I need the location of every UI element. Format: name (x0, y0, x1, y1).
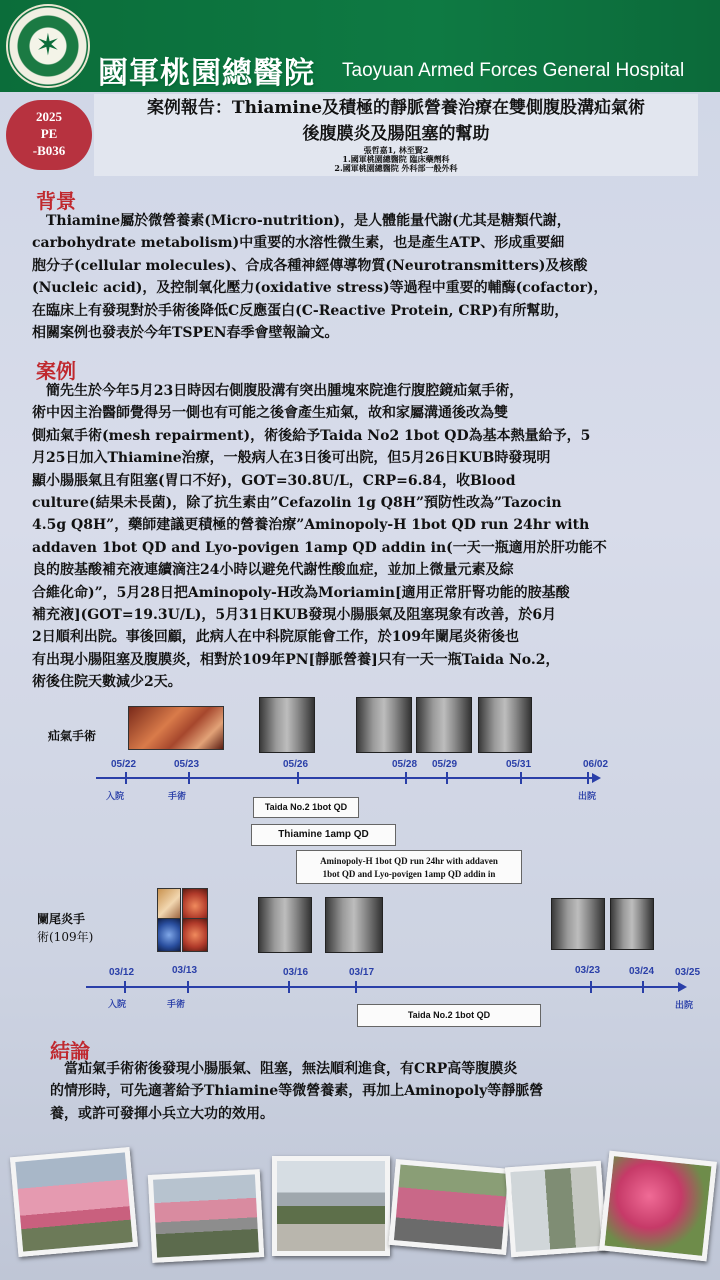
timeline-tick (446, 772, 448, 784)
timeline-tick (187, 981, 189, 993)
case-line: 側疝氣手術(mesh repairment)，術後給予Taida No2 1bot QD為基本熱量給予，5 (32, 427, 591, 444)
timeline1-arrow-icon (592, 773, 601, 783)
poster-title-line1: 案例報告：Thiamine及積極的靜脈營養治療在雙側腹股溝疝氣術 (146, 98, 646, 118)
xray-image (325, 897, 383, 953)
case-line: 月25日加入Thiamine治療，一般病人在3日後可出院，但5月26日KUB時發現明 (32, 450, 551, 467)
xray-image (478, 697, 532, 753)
timeline-date: 05/22 (111, 759, 137, 770)
xray-image (258, 897, 312, 953)
background-line: 胞分子(cellular molecules)、合成各種神經傳導物質(Neurotransmitters)及核酸 (32, 257, 588, 274)
poster-id-badge (6, 100, 92, 170)
med-box-thiamine: Thiamine 1amp QD (251, 824, 396, 846)
event-discharge: 出院 (578, 792, 597, 802)
timeline2-arrow-icon (678, 982, 687, 992)
case-line: 顯小腸脹氣且有阻塞(胃口不好)，GOT=30.8U/L，CRP=6.84，收Blood (32, 472, 516, 489)
xray-image (551, 898, 605, 950)
timeline-date: 03/24 (629, 966, 655, 977)
conclusion-heading: 結論 (50, 1039, 90, 1063)
timeline-date: 03/12 (109, 967, 135, 978)
timeline-date: 03/23 (575, 965, 601, 976)
case-heading: 案例 (36, 359, 76, 383)
case-line: culture(結果未長菌)，除了抗生素由”Cefazolin 1g Q8H”預防性改為”Tazocin (32, 495, 562, 512)
emblem-icon: ✶ (35, 28, 61, 63)
case-line: 有出現小腸阻塞及腹膜炎，相對於109年PN[靜脈營養]只有一天一瓶Taida No.2， (32, 651, 560, 668)
background-line: carbohydrate metabolism)中重要的水溶性微生素，也是產生ATP、形成重要細 (32, 235, 565, 252)
med-box-taida: Taida No.2 1bot QD (357, 1004, 541, 1027)
garden-photo (388, 1159, 513, 1255)
timeline-date: 06/02 (583, 759, 609, 770)
conclusion-line: 養，或許可發揮小兵立大功的效用。 (50, 1105, 274, 1122)
case-line: 術後住院天數減少2天。 (32, 674, 182, 691)
laparoscopy-photo (157, 918, 181, 952)
timeline-tick (288, 981, 290, 993)
badge-number: -B036 (32, 143, 66, 158)
background-text (32, 210, 692, 344)
case-line: 合維化命)”，5月28日把Aminopoly-H改為Moriamin[適用正常肝腎功能的胺基酸 (32, 584, 570, 601)
event-surgery: 手術 (167, 1000, 186, 1010)
timeline-tick (355, 981, 357, 993)
timeline-date: 05/23 (174, 759, 200, 770)
event-surgery: 手術 (168, 792, 187, 802)
badge-year: 2025 (36, 109, 62, 124)
xray-image (259, 697, 315, 753)
timeline-tick (405, 772, 407, 784)
case-line: 簡先生於今年5月23日時因右側腹股溝有突出腫塊來院進行腹腔鏡疝氣手術， (46, 383, 524, 399)
timeline-tick (590, 981, 592, 993)
timeline2-label-line2: 術(109年) (37, 930, 94, 944)
hospital-logo (6, 4, 90, 88)
affiliation-1: 1.國軍桃園總醫院 臨床藥劑科 (342, 154, 450, 164)
case-line: addaven 1bot QD and Lyo-povigen 1amp QD addin in(一天一瓶適用於肝功能不 (32, 539, 607, 556)
timeline-date: 05/28 (392, 759, 418, 770)
xray-image (416, 697, 472, 753)
case-line: 良的胺基酸補充液連續滴注24小時以避免代謝性酸血症，並加上微量元素及綜 (32, 562, 514, 579)
timeline-date: 03/13 (172, 965, 198, 976)
timeline-tick (642, 981, 644, 993)
poster-title-line2: 後腹膜炎及腸阻塞的幫助 (302, 124, 490, 144)
timeline2-label-line1: 闌尾炎手 (37, 912, 86, 926)
xray-image (356, 697, 412, 753)
timeline-tick (520, 772, 522, 784)
timeline-date: 03/16 (283, 967, 309, 978)
med-box-aminopoly (296, 850, 522, 884)
badge-category: PE (40, 126, 58, 141)
timeline1-label: 疝氣手術 (48, 729, 97, 743)
case-line: 2日順利出院。事後回顧，此病人在中科院原能會工作，於109年闌尾炎術後也 (32, 629, 519, 646)
timeline-date: 05/26 (283, 759, 309, 770)
case-line: 補充液](GOT=19.3U/L)，5月31日KUB發現小腸脹氣及阻塞現象有改善，於6月 (32, 607, 557, 624)
background-line: 在臨床上有發現對於手術後降低C反應蛋白(C-Reactive Protein, CRP)有所幫助， (32, 302, 569, 319)
background-line: (Nucleic acid)，及控制氧化壓力(oxidative stress)等過程中重要的輔酶(cofactor)， (32, 280, 608, 297)
timeline-tick (587, 772, 589, 784)
med-box-aminopoly-line1: Aminopoly-H 1bot QD run 24hr with addaven (320, 856, 498, 866)
flower-photo (599, 1151, 717, 1262)
case-line: 術中因主治醫師覺得另一側也有可能之後會產生疝氣，故和家屬溝通後改為雙 (32, 405, 508, 422)
hospital-name-cn: 國軍桃園總醫院 (98, 56, 315, 91)
event-admit: 入院 (108, 1000, 127, 1010)
laparoscopy-photo (182, 918, 208, 952)
hospital-name-en: Taoyuan Armed Forces General Hospital (342, 60, 685, 81)
affiliation-2: 2.國軍桃園總醫院 外科部一般外科 (334, 163, 458, 173)
event-discharge: 出院 (675, 1001, 694, 1011)
timeline-date: 03/17 (349, 967, 375, 978)
timeline-date: 05/31 (506, 759, 532, 770)
timeline-date: 05/29 (432, 759, 458, 770)
conclusion-line: 當疝氣手術術後發現小腸脹氣、阻塞，無法順利進食，有CRP高等腹膜炎 (64, 1061, 518, 1077)
timeline-tick (125, 772, 127, 784)
surgery-photo (128, 706, 224, 750)
event-admit: 入院 (106, 792, 125, 802)
timeline-tick (188, 772, 190, 784)
case-text (32, 380, 692, 694)
timeline-tick (297, 772, 299, 784)
background-line: Thiamine屬於微營養素(Micro-nutrition)，是人體能量代謝(尤其是糖類代謝， (46, 213, 571, 229)
road-photo (148, 1169, 264, 1263)
building-photo (505, 1161, 607, 1257)
med-box-aminopoly-line2: 1bot QD and Lyo-povigen 1amp QD addin in (322, 869, 496, 879)
background-line: 相關案例也發表於今年TSPEN春季會壁報論文。 (32, 325, 339, 342)
case-line: 4.5g Q8H”，藥師建議更積極的營養治療”Aminopoly-H 1bot QD run 24hr with (32, 517, 590, 534)
authors: 張哲嘉1, 林至賢2 (363, 145, 429, 155)
timeline-tick (124, 981, 126, 993)
background-heading: 背景 (36, 189, 76, 213)
timeline-date: 03/25 (675, 967, 701, 978)
blossom-photo (10, 1147, 138, 1257)
hospital-gate-photo (272, 1156, 390, 1256)
xray-image (610, 898, 654, 950)
conclusion-text (50, 1058, 690, 1125)
med-box-taida: Taida No.2 1bot QD (253, 797, 359, 818)
conclusion-line: 的情形時，可先適著給予Thiamine等微營養素，再加上Aminopoly等靜脈營 (50, 1083, 544, 1100)
